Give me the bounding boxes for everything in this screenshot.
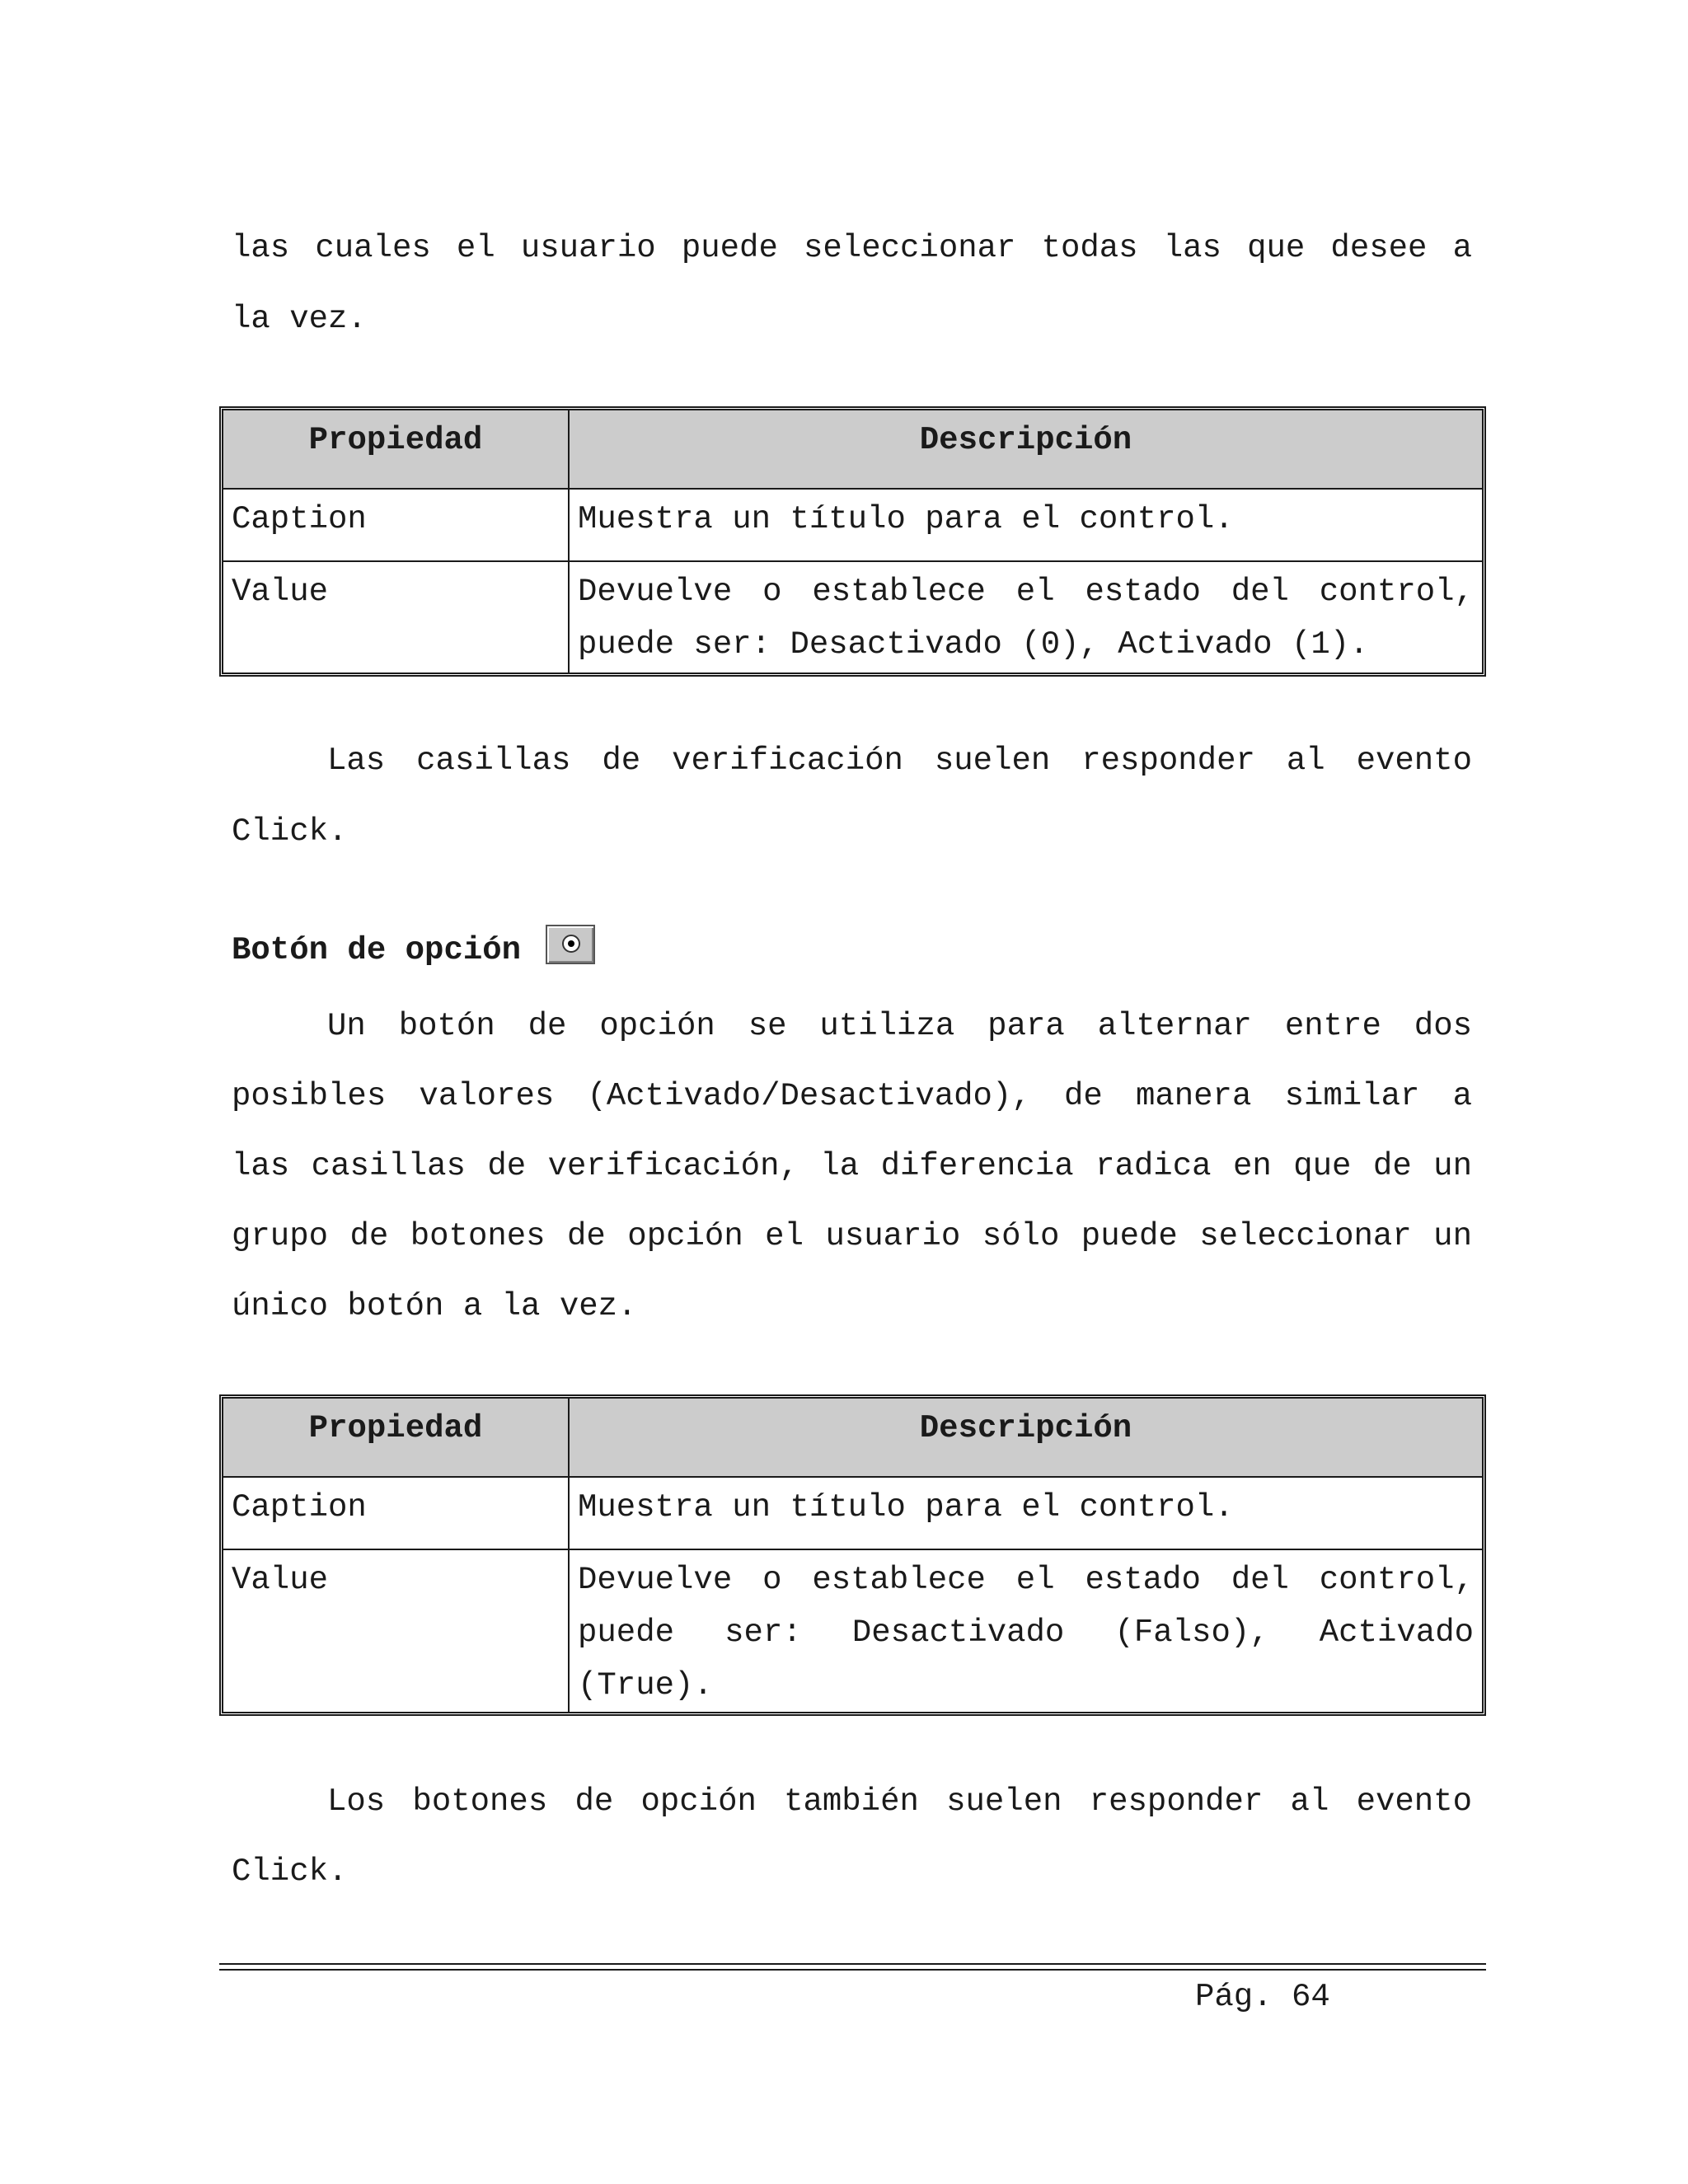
table-row [223,1550,1482,1712]
footer-rule [219,1969,1486,1971]
property-description: Devuelve o establece el estado del control, puede ser: Desactivado (0), Activado (1). [578,574,1474,663]
paragraph2-line-2: Click. [232,813,348,850]
header-propiedad: Propiedad [223,1399,570,1478]
table-row [223,1478,1482,1550]
property-name: Caption [223,490,570,562]
paragraph4-line-2: Click. [232,1854,348,1890]
section-heading: Botón de opción [232,932,522,968]
table-row [223,562,1482,673]
header-descripcion: Descripción [570,1399,1482,1478]
radio-button-icon [546,925,595,964]
paragraph3-line-3: las casillas de verificación, la diferencia radica en que de un [232,1148,1472,1184]
property-name: Caption [223,1478,570,1550]
footer-rule [219,1963,1486,1965]
page-number: Pág. 64 [1195,1979,1330,2015]
property-name: Value [223,1550,570,1712]
paragraph3-line-2: posibles valores (Activado/Desactivado), de manera similar a [232,1078,1472,1114]
property-description: Muestra un título para el control. [570,1478,1482,1550]
property-description: Devuelve o establece el estado del control, puede ser: Desactivado (Falso), Activado (True). [578,1562,1474,1704]
intro-line-2: la vez. [232,301,367,337]
paragraph4-line-1: Los botones de opción también suelen responder al evento [327,1783,1472,1820]
paragraph3-line-5: único botón a la vez. [232,1288,637,1324]
header-descripcion: Descripción [570,410,1482,490]
checkbox-properties-table [219,406,1486,677]
property-description: Muestra un título para el control. [570,490,1482,562]
table-header-row [223,410,1482,490]
table-row [223,490,1482,562]
paragraph3-line-1: Un botón de opción se utiliza para alternar entre dos [327,1008,1472,1044]
intro-line-1: las cuales el usuario puede seleccionar todas las que desee a [232,230,1472,266]
table-header-row [223,1399,1482,1478]
property-name: Value [223,562,570,673]
paragraph2-line-1: Las casillas de verificación suelen responder al evento [327,743,1472,779]
header-propiedad: Propiedad [223,410,570,490]
paragraph3-line-4: grupo de botones de opción el usuario sólo puede seleccionar un [232,1218,1472,1254]
option-button-properties-table [219,1394,1486,1716]
